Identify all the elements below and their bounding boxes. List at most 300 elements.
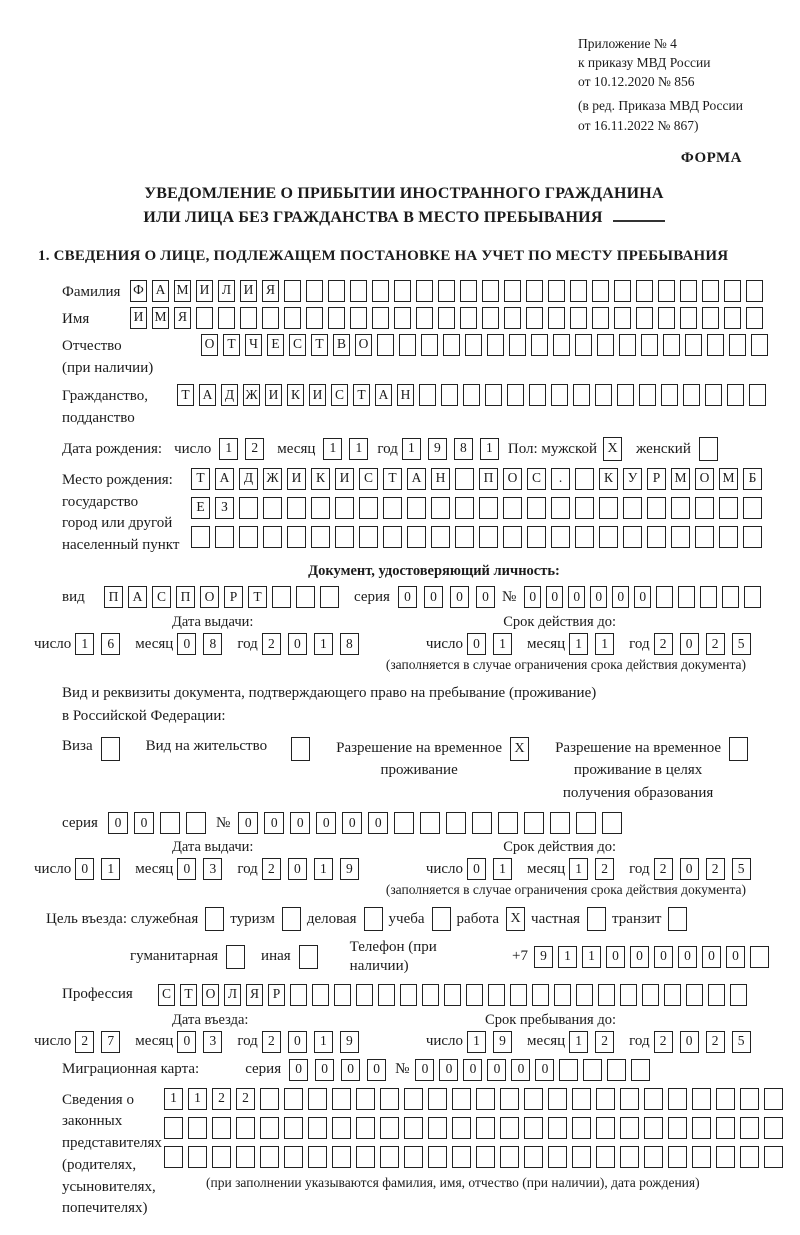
char-cell[interactable] (377, 334, 394, 356)
char-cell[interactable] (551, 384, 568, 406)
char-cell[interactable] (428, 1088, 447, 1110)
char-cell[interactable] (431, 526, 450, 548)
char-cell[interactable] (607, 1059, 626, 1081)
char-cell[interactable]: И (196, 280, 213, 302)
char-cell[interactable] (320, 586, 339, 608)
char-cell[interactable] (599, 526, 618, 548)
char-cell[interactable] (350, 280, 367, 302)
char-cell[interactable]: 1 (595, 633, 614, 655)
char-cell[interactable] (550, 812, 570, 834)
char-cell[interactable] (455, 468, 474, 490)
char-cell[interactable] (524, 812, 544, 834)
birth-year-input[interactable] (402, 438, 506, 460)
char-cell[interactable] (284, 307, 301, 329)
char-cell[interactable] (239, 526, 258, 548)
char-cell[interactable] (716, 1117, 735, 1139)
char-cell[interactable] (707, 334, 724, 356)
char-cell[interactable] (160, 812, 180, 834)
doc-valid-day-input[interactable] (467, 633, 519, 655)
char-cell[interactable]: 5 (732, 1031, 751, 1053)
char-cell[interactable] (724, 280, 741, 302)
char-cell[interactable] (572, 1146, 591, 1168)
char-cell[interactable]: И (130, 307, 147, 329)
char-cell[interactable] (164, 1146, 183, 1168)
char-cell[interactable] (642, 984, 659, 1006)
phone-input[interactable] (534, 946, 774, 968)
char-cell[interactable] (548, 1117, 567, 1139)
char-cell[interactable]: П (176, 586, 195, 608)
char-cell[interactable]: 2 (595, 858, 614, 880)
char-cell[interactable]: 2 (595, 1031, 614, 1053)
char-cell[interactable] (485, 384, 502, 406)
char-cell[interactable] (359, 497, 378, 519)
char-cell[interactable] (695, 526, 714, 548)
char-cell[interactable]: 1 (493, 633, 512, 655)
char-cell[interactable] (575, 526, 594, 548)
char-cell[interactable] (421, 334, 438, 356)
char-cell[interactable] (639, 384, 656, 406)
char-cell[interactable] (308, 1088, 327, 1110)
char-cell[interactable] (592, 307, 609, 329)
char-cell[interactable] (716, 1088, 735, 1110)
char-cell[interactable]: 0 (606, 946, 625, 968)
char-cell[interactable] (482, 307, 499, 329)
char-cell[interactable] (576, 984, 593, 1006)
char-cell[interactable] (524, 1117, 543, 1139)
char-cell[interactable]: 0 (264, 812, 284, 834)
char-cell[interactable] (503, 526, 522, 548)
char-cell[interactable] (623, 497, 642, 519)
char-cell[interactable] (527, 497, 546, 519)
purpose-transit-checkbox[interactable] (668, 907, 687, 931)
char-cell[interactable]: А (128, 586, 147, 608)
char-cell[interactable]: 0 (134, 812, 154, 834)
char-cell[interactable]: С (359, 468, 378, 490)
char-cell[interactable]: 5 (732, 633, 751, 655)
char-cell[interactable] (466, 984, 483, 1006)
char-cell[interactable] (356, 1088, 375, 1110)
char-cell[interactable]: А (375, 384, 392, 406)
char-cell[interactable] (685, 334, 702, 356)
char-cell[interactable] (596, 1088, 615, 1110)
char-cell[interactable] (705, 384, 722, 406)
char-cell[interactable] (597, 334, 614, 356)
char-cell[interactable]: 1 (402, 438, 421, 460)
char-cell[interactable]: Д (239, 468, 258, 490)
char-cell[interactable]: 0 (702, 946, 721, 968)
char-cell[interactable] (455, 497, 474, 519)
char-cell[interactable] (554, 984, 571, 1006)
char-cell[interactable]: В (333, 334, 350, 356)
char-cell[interactable] (308, 1117, 327, 1139)
char-cell[interactable] (240, 307, 257, 329)
entry-year-input[interactable] (262, 1031, 366, 1053)
char-cell[interactable]: П (104, 586, 123, 608)
char-cell[interactable] (644, 1117, 663, 1139)
char-cell[interactable]: 0 (524, 586, 541, 608)
char-cell[interactable] (668, 1146, 687, 1168)
char-cell[interactable]: Р (224, 586, 243, 608)
char-cell[interactable] (479, 526, 498, 548)
char-cell[interactable] (311, 497, 330, 519)
char-cell[interactable] (463, 384, 480, 406)
char-cell[interactable]: 0 (612, 586, 629, 608)
char-cell[interactable]: К (599, 468, 618, 490)
char-cell[interactable] (631, 1059, 650, 1081)
char-cell[interactable] (644, 1088, 663, 1110)
birth-place-line2-input[interactable] (191, 497, 767, 519)
char-cell[interactable] (719, 497, 738, 519)
char-cell[interactable]: Е (191, 497, 210, 519)
char-cell[interactable] (407, 526, 426, 548)
char-cell[interactable] (598, 984, 615, 1006)
char-cell[interactable]: 1 (480, 438, 499, 460)
char-cell[interactable] (575, 497, 594, 519)
char-cell[interactable] (306, 280, 323, 302)
char-cell[interactable]: 0 (467, 633, 486, 655)
char-cell[interactable]: 0 (341, 1059, 360, 1081)
char-cell[interactable] (575, 334, 592, 356)
char-cell[interactable] (644, 1146, 663, 1168)
purpose-other-checkbox[interactable] (299, 945, 318, 969)
char-cell[interactable] (407, 497, 426, 519)
char-cell[interactable] (596, 1117, 615, 1139)
char-cell[interactable]: 0 (680, 1031, 699, 1053)
char-cell[interactable]: Т (383, 468, 402, 490)
char-cell[interactable]: 2 (245, 438, 264, 460)
char-cell[interactable] (576, 812, 596, 834)
char-cell[interactable] (350, 307, 367, 329)
char-cell[interactable]: Л (218, 280, 235, 302)
char-cell[interactable] (272, 586, 291, 608)
char-cell[interactable] (702, 307, 719, 329)
entry-month-input[interactable] (177, 1031, 229, 1053)
char-cell[interactable] (498, 812, 518, 834)
char-cell[interactable]: 0 (342, 812, 362, 834)
char-cell[interactable] (740, 1088, 759, 1110)
citizenship-input[interactable] (177, 384, 771, 406)
char-cell[interactable]: . (551, 468, 570, 490)
char-cell[interactable]: О (695, 468, 714, 490)
char-cell[interactable] (420, 812, 440, 834)
char-cell[interactable]: 1 (569, 858, 588, 880)
char-cell[interactable]: 3 (203, 1031, 222, 1053)
char-cell[interactable]: 0 (680, 858, 699, 880)
char-cell[interactable]: 2 (706, 633, 725, 655)
char-cell[interactable]: 0 (439, 1059, 458, 1081)
permit-number-input[interactable] (238, 812, 628, 834)
char-cell[interactable] (359, 526, 378, 548)
char-cell[interactable] (482, 280, 499, 302)
char-cell[interactable]: О (202, 984, 219, 1006)
char-cell[interactable] (531, 334, 548, 356)
char-cell[interactable]: 0 (177, 858, 196, 880)
char-cell[interactable]: Д (221, 384, 238, 406)
char-cell[interactable]: 0 (467, 858, 486, 880)
char-cell[interactable]: 0 (678, 946, 697, 968)
char-cell[interactable]: Е (267, 334, 284, 356)
char-cell[interactable]: 0 (289, 1059, 308, 1081)
char-cell[interactable] (380, 1088, 399, 1110)
permit-issue-day-input[interactable] (75, 858, 127, 880)
char-cell[interactable] (263, 526, 282, 548)
char-cell[interactable] (446, 812, 466, 834)
char-cell[interactable] (620, 1117, 639, 1139)
char-cell[interactable] (730, 984, 747, 1006)
char-cell[interactable]: 5 (732, 858, 751, 880)
char-cell[interactable]: Т (191, 468, 210, 490)
char-cell[interactable] (394, 812, 414, 834)
char-cell[interactable] (332, 1146, 351, 1168)
char-cell[interactable]: 0 (398, 586, 417, 608)
char-cell[interactable] (527, 526, 546, 548)
char-cell[interactable]: 2 (262, 858, 281, 880)
char-cell[interactable] (700, 586, 717, 608)
char-cell[interactable] (380, 1146, 399, 1168)
char-cell[interactable] (383, 526, 402, 548)
permit-valid-year-input[interactable] (654, 858, 758, 880)
stay-year-input[interactable] (654, 1031, 758, 1053)
char-cell[interactable] (308, 1146, 327, 1168)
char-cell[interactable]: Я (174, 307, 191, 329)
char-cell[interactable] (306, 307, 323, 329)
char-cell[interactable] (394, 307, 411, 329)
doc-kind-input[interactable] (104, 586, 344, 608)
char-cell[interactable] (507, 384, 524, 406)
char-cell[interactable]: 0 (511, 1059, 530, 1081)
char-cell[interactable] (428, 1146, 447, 1168)
representatives-line1-input[interactable] (164, 1088, 788, 1110)
char-cell[interactable]: 8 (340, 633, 359, 655)
char-cell[interactable] (500, 1088, 519, 1110)
char-cell[interactable]: 1 (219, 438, 238, 460)
char-cell[interactable] (504, 307, 521, 329)
char-cell[interactable] (380, 1117, 399, 1139)
char-cell[interactable]: 0 (680, 633, 699, 655)
char-cell[interactable]: Н (397, 384, 414, 406)
char-cell[interactable] (583, 1059, 602, 1081)
char-cell[interactable]: А (199, 384, 216, 406)
char-cell[interactable]: 0 (288, 858, 307, 880)
char-cell[interactable]: 0 (476, 586, 495, 608)
char-cell[interactable] (335, 526, 354, 548)
char-cell[interactable]: 2 (212, 1088, 231, 1110)
char-cell[interactable] (614, 307, 631, 329)
char-cell[interactable] (504, 280, 521, 302)
char-cell[interactable]: О (503, 468, 522, 490)
char-cell[interactable]: 1 (558, 946, 577, 968)
char-cell[interactable] (743, 526, 762, 548)
char-cell[interactable] (595, 384, 612, 406)
char-cell[interactable] (260, 1146, 279, 1168)
doc-issue-month-input[interactable] (177, 633, 229, 655)
mig-number-input[interactable] (415, 1059, 655, 1081)
char-cell[interactable] (724, 307, 741, 329)
char-cell[interactable]: 0 (177, 633, 196, 655)
representatives-line3-input[interactable] (164, 1146, 788, 1168)
char-cell[interactable] (526, 280, 543, 302)
char-cell[interactable]: 1 (164, 1088, 183, 1110)
doc-issue-year-input[interactable] (262, 633, 366, 655)
char-cell[interactable]: 8 (454, 438, 473, 460)
char-cell[interactable]: 0 (238, 812, 258, 834)
char-cell[interactable] (548, 1088, 567, 1110)
char-cell[interactable]: И (265, 384, 282, 406)
char-cell[interactable] (740, 1117, 759, 1139)
char-cell[interactable] (686, 984, 703, 1006)
char-cell[interactable] (641, 334, 658, 356)
char-cell[interactable]: К (287, 384, 304, 406)
char-cell[interactable]: И (309, 384, 326, 406)
char-cell[interactable]: Ж (243, 384, 260, 406)
char-cell[interactable]: 0 (487, 1059, 506, 1081)
doc-issue-day-input[interactable] (75, 633, 127, 655)
char-cell[interactable] (215, 526, 234, 548)
char-cell[interactable]: М (152, 307, 169, 329)
char-cell[interactable]: Ф (130, 280, 147, 302)
char-cell[interactable]: С (158, 984, 175, 1006)
char-cell[interactable] (548, 1146, 567, 1168)
char-cell[interactable] (503, 497, 522, 519)
char-cell[interactable]: 0 (290, 812, 310, 834)
char-cell[interactable]: 1 (314, 1031, 333, 1053)
char-cell[interactable] (416, 280, 433, 302)
char-cell[interactable]: А (407, 468, 426, 490)
char-cell[interactable]: 0 (415, 1059, 434, 1081)
char-cell[interactable]: Л (224, 984, 241, 1006)
char-cell[interactable]: 3 (203, 858, 222, 880)
char-cell[interactable] (680, 307, 697, 329)
char-cell[interactable] (692, 1117, 711, 1139)
char-cell[interactable]: А (215, 468, 234, 490)
char-cell[interactable] (400, 984, 417, 1006)
char-cell[interactable] (663, 334, 680, 356)
char-cell[interactable] (487, 334, 504, 356)
birth-month-input[interactable] (323, 438, 375, 460)
char-cell[interactable] (284, 1146, 303, 1168)
char-cell[interactable] (479, 497, 498, 519)
char-cell[interactable]: Т (180, 984, 197, 1006)
purpose-private-checkbox[interactable] (587, 907, 606, 931)
char-cell[interactable] (332, 1088, 351, 1110)
char-cell[interactable] (727, 384, 744, 406)
char-cell[interactable] (551, 497, 570, 519)
char-cell[interactable]: С (152, 586, 171, 608)
char-cell[interactable]: 1 (569, 633, 588, 655)
char-cell[interactable]: 6 (101, 633, 120, 655)
char-cell[interactable] (476, 1088, 495, 1110)
char-cell[interactable] (716, 1146, 735, 1168)
char-cell[interactable]: 0 (367, 1059, 386, 1081)
char-cell[interactable] (647, 526, 666, 548)
temp-residence-checkbox[interactable]: X (510, 737, 529, 761)
profession-input[interactable] (158, 984, 752, 1006)
char-cell[interactable]: 1 (314, 633, 333, 655)
char-cell[interactable]: А (152, 280, 169, 302)
char-cell[interactable]: 0 (108, 812, 128, 834)
char-cell[interactable] (592, 280, 609, 302)
char-cell[interactable]: 1 (75, 633, 94, 655)
char-cell[interactable]: И (287, 468, 306, 490)
char-cell[interactable] (356, 1146, 375, 1168)
char-cell[interactable] (335, 497, 354, 519)
char-cell[interactable]: 0 (546, 586, 563, 608)
char-cell[interactable] (661, 384, 678, 406)
char-cell[interactable]: 0 (75, 858, 94, 880)
char-cell[interactable] (438, 307, 455, 329)
char-cell[interactable] (510, 984, 527, 1006)
purpose-humanitarian-checkbox[interactable] (226, 945, 245, 969)
char-cell[interactable] (668, 1117, 687, 1139)
char-cell[interactable] (702, 280, 719, 302)
char-cell[interactable]: 1 (467, 1031, 486, 1053)
char-cell[interactable] (602, 812, 622, 834)
char-cell[interactable] (764, 1146, 783, 1168)
char-cell[interactable] (186, 812, 206, 834)
char-cell[interactable]: 2 (706, 858, 725, 880)
char-cell[interactable] (334, 984, 351, 1006)
char-cell[interactable]: 2 (706, 1031, 725, 1053)
char-cell[interactable] (372, 280, 389, 302)
char-cell[interactable]: 1 (323, 438, 342, 460)
char-cell[interactable] (746, 280, 763, 302)
char-cell[interactable] (196, 307, 213, 329)
char-cell[interactable] (764, 1117, 783, 1139)
char-cell[interactable] (526, 307, 543, 329)
char-cell[interactable]: И (240, 280, 257, 302)
char-cell[interactable]: 8 (203, 633, 222, 655)
char-cell[interactable] (559, 1059, 578, 1081)
char-cell[interactable]: С (331, 384, 348, 406)
char-cell[interactable]: К (311, 468, 330, 490)
char-cell[interactable]: 9 (340, 1031, 359, 1053)
char-cell[interactable] (328, 307, 345, 329)
permit-valid-day-input[interactable] (467, 858, 519, 880)
char-cell[interactable] (284, 1088, 303, 1110)
char-cell[interactable]: 2 (75, 1031, 94, 1053)
char-cell[interactable]: 2 (654, 1031, 673, 1053)
char-cell[interactable]: М (671, 468, 690, 490)
char-cell[interactable]: 1 (314, 858, 333, 880)
char-cell[interactable]: 1 (569, 1031, 588, 1053)
char-cell[interactable]: О (201, 334, 218, 356)
char-cell[interactable] (524, 1088, 543, 1110)
char-cell[interactable]: 9 (534, 946, 553, 968)
char-cell[interactable]: 0 (726, 946, 745, 968)
char-cell[interactable] (664, 984, 681, 1006)
char-cell[interactable] (619, 334, 636, 356)
char-cell[interactable] (191, 526, 210, 548)
permit-valid-month-input[interactable] (569, 858, 621, 880)
char-cell[interactable] (658, 307, 675, 329)
char-cell[interactable] (239, 497, 258, 519)
char-cell[interactable]: 9 (428, 438, 447, 460)
char-cell[interactable] (570, 307, 587, 329)
char-cell[interactable]: 0 (368, 812, 388, 834)
char-cell[interactable]: 0 (316, 812, 336, 834)
char-cell[interactable] (438, 280, 455, 302)
char-cell[interactable] (441, 384, 458, 406)
name-input[interactable] (130, 307, 768, 329)
char-cell[interactable] (472, 812, 492, 834)
char-cell[interactable] (529, 384, 546, 406)
char-cell[interactable]: 0 (535, 1059, 554, 1081)
char-cell[interactable] (524, 1146, 543, 1168)
char-cell[interactable] (575, 468, 594, 490)
char-cell[interactable] (764, 1088, 783, 1110)
char-cell[interactable] (692, 1088, 711, 1110)
sex-female-checkbox[interactable] (699, 437, 718, 461)
